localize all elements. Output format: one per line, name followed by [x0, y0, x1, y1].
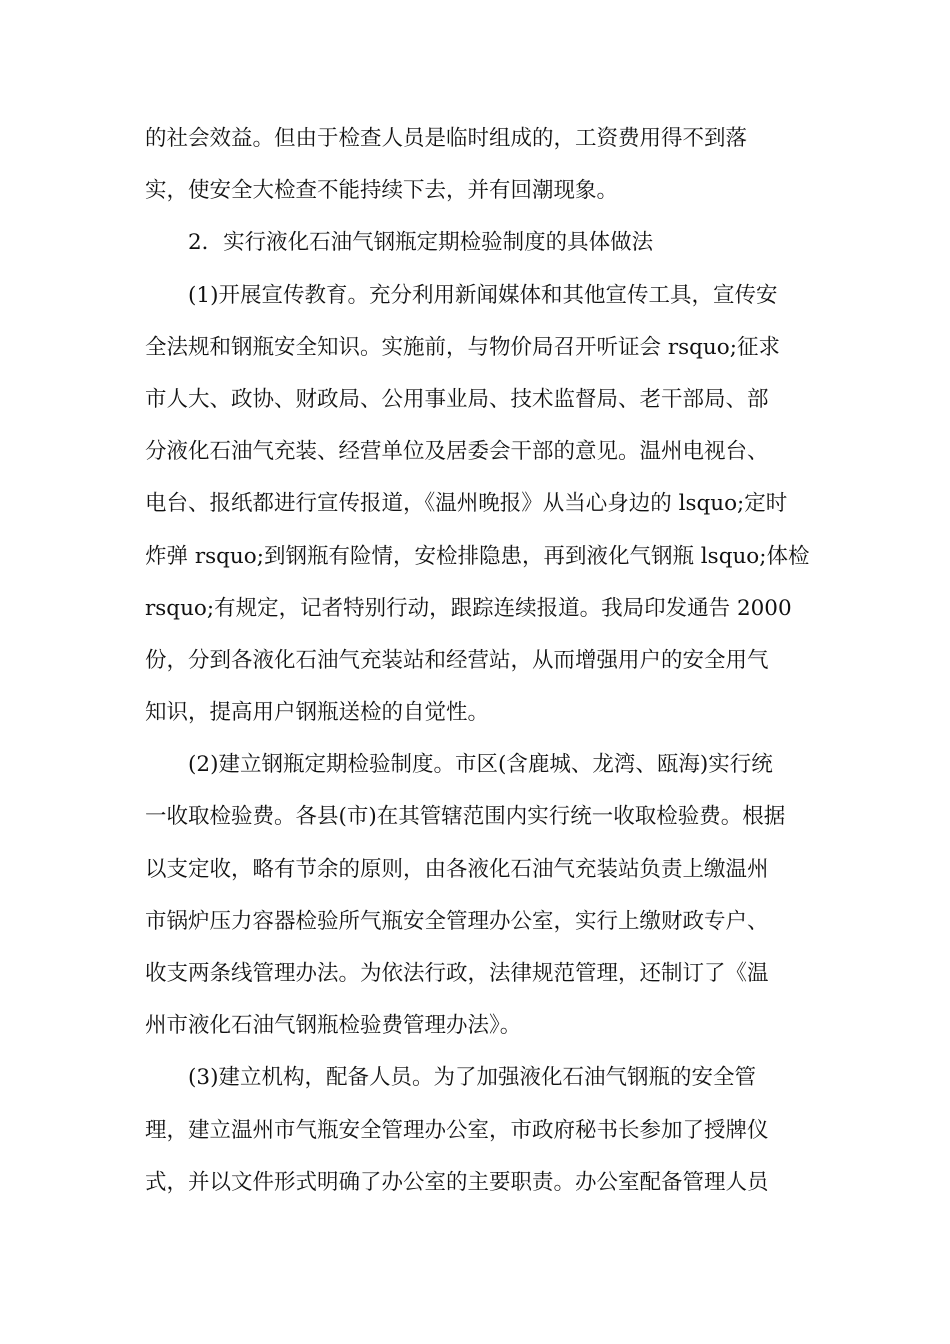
section-heading: 2．实行液化石油气钢瓶定期检验制度的具体做法	[188, 230, 654, 256]
text-line: 知识，提高用户钢瓶送检的自觉性。	[145, 700, 490, 726]
text-line: 一收取检验费。各县(市)在其管辖范围内实行统一收取检验费。根据	[145, 804, 786, 830]
text-line: 分液化石油气充装、经营单位及居委会干部的意见。温州电视台、	[145, 439, 769, 465]
text-line: 州市液化石油气钢瓶检验费管理办法》。	[145, 1013, 522, 1039]
paragraph-start: (2)建立钢瓶定期检验制度。市区(含鹿城、龙湾、瓯海)实行统	[188, 752, 773, 778]
text-line: 的社会效益。但由于检查人员是临时组成的，工资费用得不到落	[145, 126, 748, 151]
text-line: 式，并以文件形式明确了办公室的主要职责。办公室配备管理人员	[145, 1169, 769, 1195]
document-body	[145, 113, 810, 1209]
text-line: 理，建立温州市气瓶安全管理办公室，市政府秘书长参加了授牌仪	[145, 1117, 769, 1143]
paragraph-start: (3)建立机构，配备人员。为了加强液化石油气钢瓶的安全管	[188, 1065, 756, 1091]
paragraph-start: (1)开展宣传教育。充分利用新闻媒体和其他宣传工具，宣传安	[188, 282, 778, 308]
text-line: 全法规和钢瓶安全知识。实施前，与物价局召开听证会 rsquo;征求	[145, 334, 780, 360]
text-line: 以支定收，略有节余的原则，由各液化石油气充装站负责上缴温州	[145, 856, 769, 882]
text-line: 市人大、政协、财政局、公用事业局、技术监督局、老干部局、部	[145, 386, 769, 412]
text-line: rsquo;有规定，记者特别行动，跟踪连续报道。我局印发通告 2000	[145, 595, 792, 621]
text-line: 收支两条线管理办法。为依法行政，法律规范管理，还制订了《温	[145, 961, 769, 986]
text-line: 市锅炉压力容器检验所气瓶安全管理办公室，实行上缴财政专户、	[145, 908, 769, 934]
text-line: 实，使安全大检查不能持续下去，并有回潮现象。	[145, 178, 619, 204]
text-line: 份，分到各液化石油气充装站和经营站，从而增强用户的安全用气	[145, 647, 769, 673]
text-line: 炸弹 rsquo;到钢瓶有险情，安检排隐患，再到液化气钢瓶 lsquo;体检	[145, 543, 810, 569]
text-line: 电台、报纸都进行宣传报道，《温州晚报》从当心身边的 lsquo;定时	[145, 491, 788, 517]
